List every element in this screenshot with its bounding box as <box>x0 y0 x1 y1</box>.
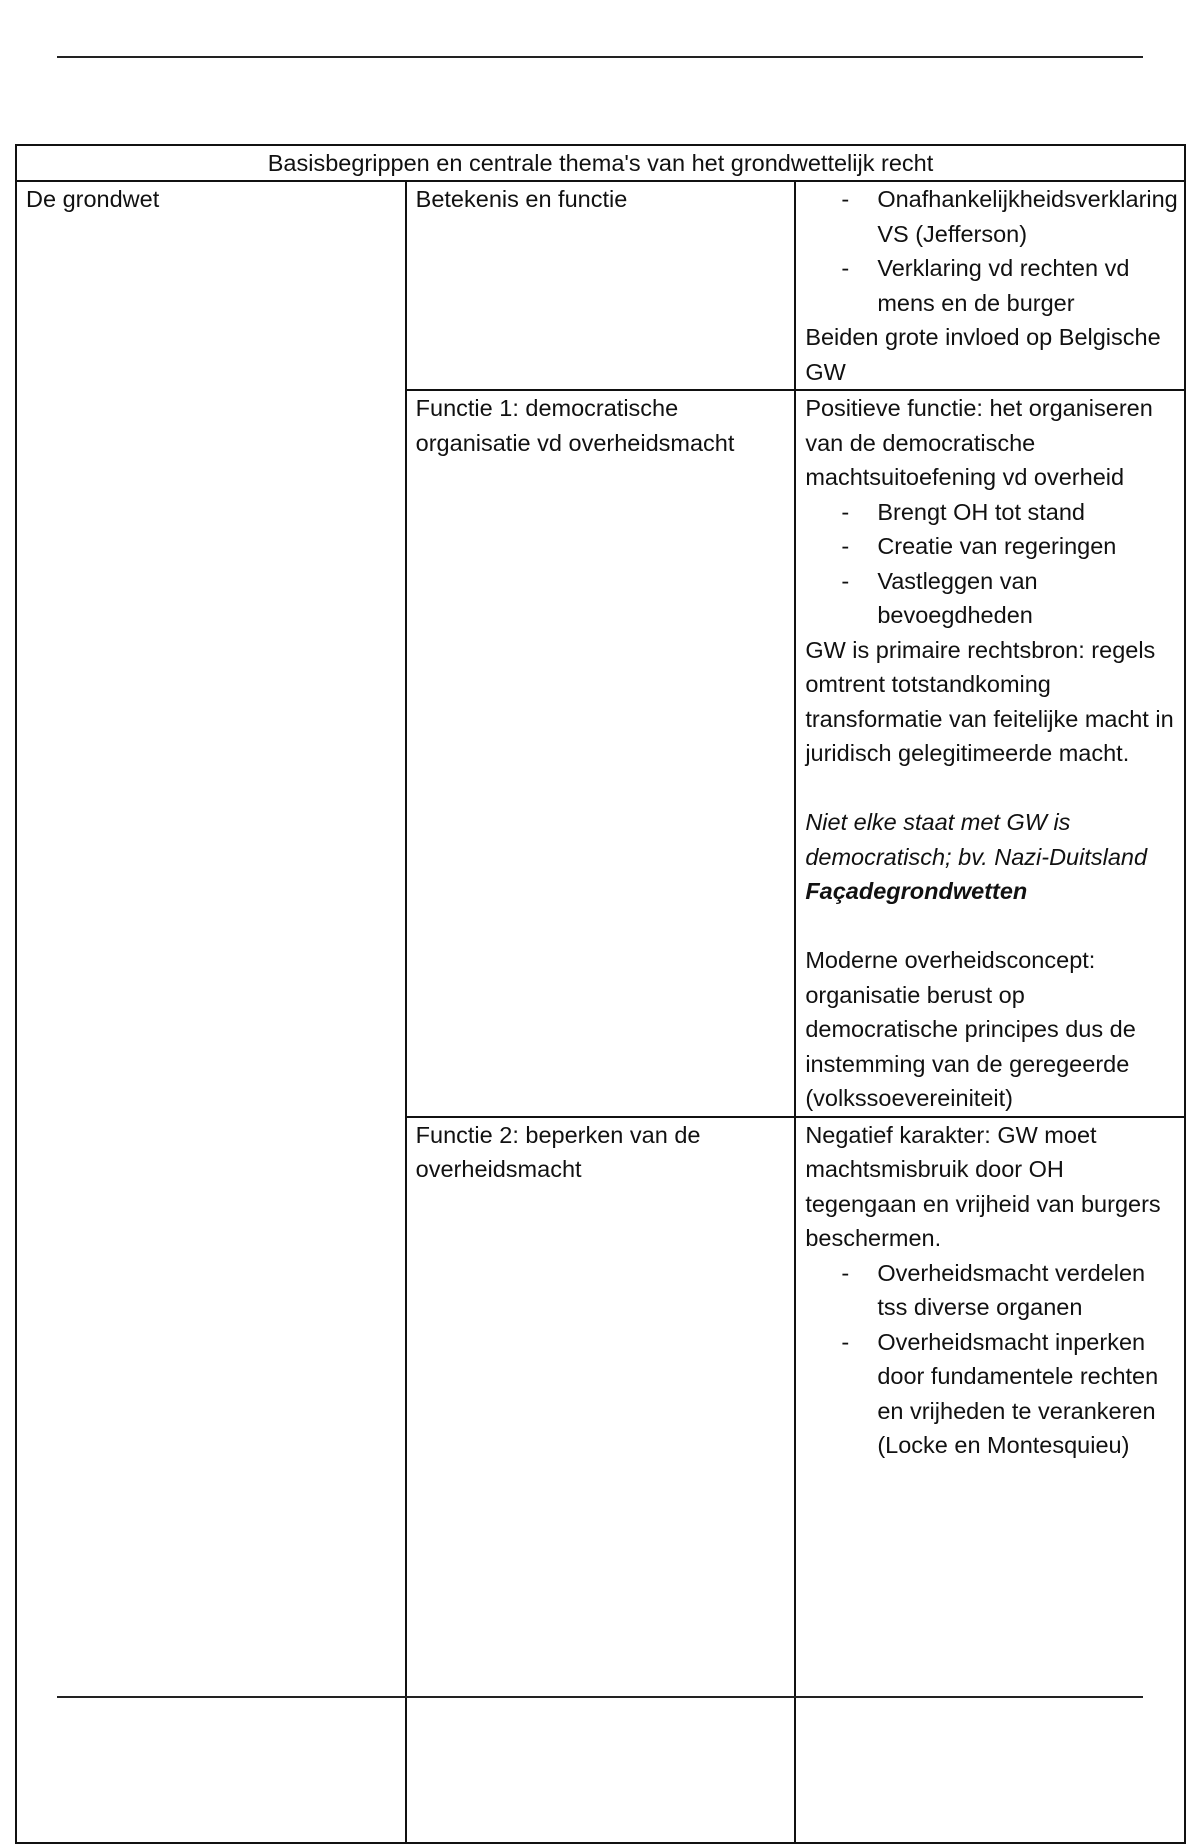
content-text: Positieve functie: het organiseren van de democratische machtsuitoefening vd overheid <box>805 395 1153 490</box>
bullet-list <box>805 495 1175 633</box>
topic-cell: Functie 2: beperken van de overheidsmacht <box>406 1117 796 1843</box>
spacer <box>805 909 1175 944</box>
list-item: - Vastleggen van bevoegdheden <box>877 564 1175 633</box>
list-item: - Creatie van regeringen <box>877 529 1175 564</box>
list-item: - Verklaring vd rechten vd mens en de burger <box>877 251 1175 320</box>
footer-rule <box>57 1696 1143 1698</box>
table-title: Basisbegrippen en centrale thema's van het grondwettelijk recht <box>16 145 1185 181</box>
table-row <box>16 181 1185 390</box>
spacer <box>805 771 1175 806</box>
header-rule <box>57 56 1143 58</box>
content-text: Beiden grote invloed op Belgische GW <box>805 324 1161 385</box>
topic-cell: Betekenis en functie <box>406 181 796 390</box>
topic-cell: Functie 1: democratische organisatie vd overheidsmacht <box>406 390 796 1117</box>
section-label: De grondwet <box>16 181 406 1843</box>
list-item: - Overheidsmacht verdelen tss diverse organen <box>877 1256 1175 1325</box>
content-cell <box>795 181 1185 390</box>
list-item: - Onafhankelijkheidsverklaring VS (Jefferson) <box>877 182 1175 251</box>
bullet-list <box>805 1256 1175 1463</box>
table-title-row <box>16 145 1185 181</box>
bullet-list <box>805 182 1178 320</box>
concepts-table <box>15 144 1186 1844</box>
list-item: - Overheidsmacht inperken door fundamentele rechten en vrijheden te verankeren (Locke en Montesquieu) <box>877 1325 1175 1463</box>
list-item: - Brengt OH tot stand <box>877 495 1175 530</box>
content-text: Negatief karakter: GW moet machtsmisbruik door OH tegengaan en vrijheid van burgers beschermen. <box>805 1121 1161 1251</box>
content-text: GW is primaire rechtsbron: regels omtrent totstandkoming transformatie van feitelijke macht in juridisch gelegitimeerde macht. <box>805 636 1174 766</box>
italic-note: Niet elke staat met GW is democratisch; bv. Nazi-Duitsland <box>805 809 1148 870</box>
content-cell <box>795 1117 1185 1843</box>
bold-term: Façadegrondwetten <box>805 878 1028 904</box>
content-text: Moderne overheidsconcept: organisatie berust op democratische principes dus de instemming van de geregeerde (volkssoevereiniteit) <box>805 947 1136 1111</box>
content-cell <box>795 390 1185 1117</box>
